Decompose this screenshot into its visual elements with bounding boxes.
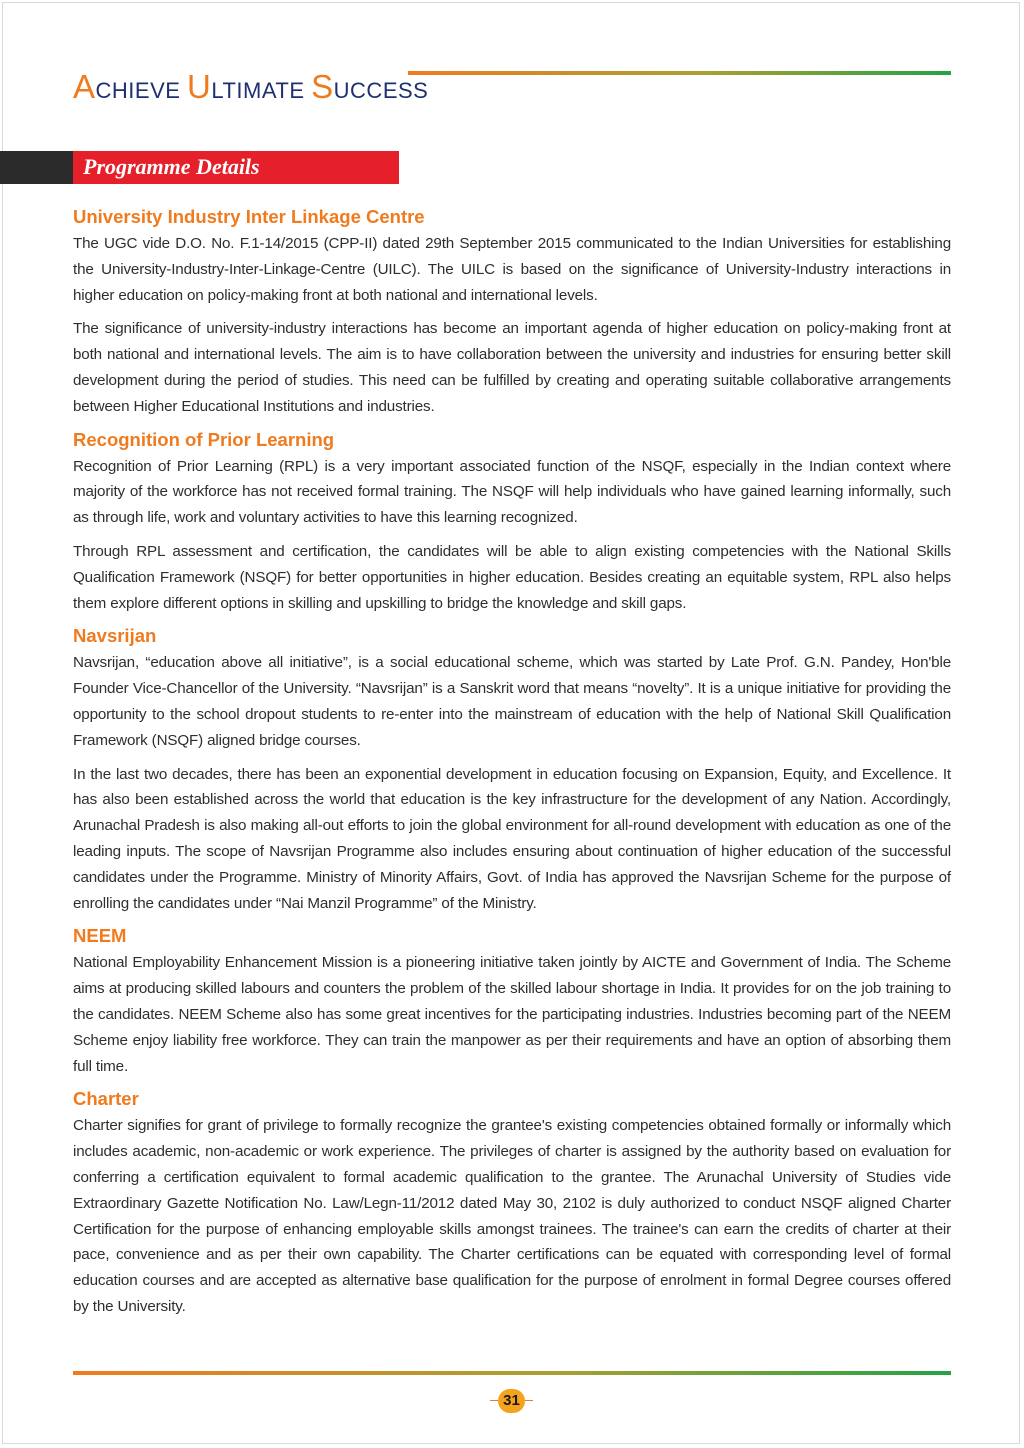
- section-heading: Charter: [73, 1088, 139, 1110]
- brand-word-rest: UCCESS: [333, 78, 429, 103]
- paragraph: Charter signifies for grant of privilege to formally recognize the grantee's existing competencies obtained formally or informally which includes academic, non-academic or work experience. The privileges of charter is assigned by the authority based on evaluation for conferring a certification equivalent to formal academic qualification to the grantee. The Arunachal University of Studies vide Extraordinary Gazette Notification No. Law/Legn-11/2012 dated May 30, 2102 is duly authorized to conduct NSQF aligned Charter Certification for the purpose of enhancing employable skills amongst trainees. The trainee's can earn the credits of charter at their pace, convenience and as per their own capability. The Charter certifications can be equated with corresponding level of formal education courses and are accepted as alternative base qualification for the purpose of enrolment in formal Degree courses offered by the University.: [73, 1117, 951, 1315]
- paragraph: Recognition of Prior Learning (RPL) is a very important associated function of the NSQF, especially in the Indian context where majority of the workforce has not received formal training. The NSQF will help individuals who have gained learning informally, such as through life, work and voluntary activities to have this learning recognized.: [73, 457, 951, 527]
- brand-word-rest: LTIMATE: [211, 78, 312, 103]
- header-divider: [408, 71, 951, 75]
- paragraph: Through RPL assessment and certification, the candidates will be able to align existing competencies with the National Skills Qualification Framework (NSQF) for better opportunities in higher education. Besides creating an equitable system, RPL also helps them explore different options in skilling and upskilling to bridge the knowledge and skill gaps.: [73, 542, 951, 612]
- main-content: [73, 205, 951, 1328]
- section-heading: NEEM: [73, 925, 127, 947]
- brand-initial: A: [73, 68, 96, 105]
- brand-word-rest: CHIEVE: [95, 78, 188, 103]
- footer-divider: [73, 1371, 951, 1375]
- brand-title: [73, 70, 428, 103]
- section-heading: University Industry Inter Linkage Centre: [73, 206, 425, 227]
- section-heading: Recognition of Prior Learning: [73, 428, 335, 450]
- section-rpl: [73, 428, 951, 617]
- page-number: 31: [498, 1389, 525, 1413]
- paragraph: National Employability Enhancement Mission is a pioneering initiative taken jointly by AICTE and Government of India. The Scheme aims at producing skilled labours and counters the problem of the skilled labour shortage in India. It provides for on the job training to the candidates. NEEM Scheme also has some great incentives for the participating industries. Industries becoming part of the NEEM Scheme enjoy liability free workforce. They can train the manpower as per their requirements and have an option of absorbing them full time.: [73, 954, 951, 1075]
- paragraph: Navsrijan, “education above all initiative”, is a social educational scheme, which was started by Late Prof. G.N. Pandey, Hon'ble Founder Vice-Chancellor of the University. “Navsrijan” is a Sanskrit word that means “novelty”. It is a unique initiative for providing the opportunity to the school dropout students to re-enter into the mainstream of education with the help of National Skill Qualification Framework (NSQF) aligned bridge courses.: [73, 654, 951, 749]
- section-heading: Navsrijan: [73, 625, 157, 647]
- banner-tab-dark: [0, 151, 73, 184]
- brand-initial: S: [311, 68, 334, 105]
- paragraph: The UGC vide D.O. No. F.1-14/2015 (CPP-II) dated 29th September 2015 communicated to the Indian Universities for establishing the University-Industry-Inter-Linkage-Centre (UILC). The UILC is based on the significance of University-Industry interactions in higher education on policy-making front at both national and international levels.: [73, 235, 951, 304]
- section-charter: [73, 1087, 951, 1319]
- section-neem: [73, 924, 951, 1079]
- section-uilc: [73, 205, 951, 420]
- section-navsrijan: [73, 624, 951, 916]
- paragraph: The significance of university-industry interactions has become an important agenda of higher education on policy-making front at both national and international levels. The aim is to have collaboration between the university and industries for ensuring better skill development during the period of studies. This need can be fulfilled by creating and operating suitable collaborative arrangements between Higher Educational Institutions and industries.: [73, 320, 951, 415]
- paragraph: In the last two decades, there has been an exponential development in education focusing on Expansion, Equity, and Excellence. It has also been established across the world that education is the key infrastructure for the development of any Nation. Accordingly, Arunachal Pradesh is also making all-out efforts to join the global environment for all-round development with education as one of the leading inputs. The scope of Navsrijan Programme also includes ensuring about continuation of higher education of the successful candidates under the Programme. Ministry of Minority Affairs, Govt. of India has approved the Navsrijan Scheme for the purpose of enrolling the candidates under “Nai Manzil Programme” of the Ministry.: [73, 765, 951, 912]
- brand-initial: U: [187, 68, 212, 105]
- section-banner-title: Programme Details: [83, 154, 260, 179]
